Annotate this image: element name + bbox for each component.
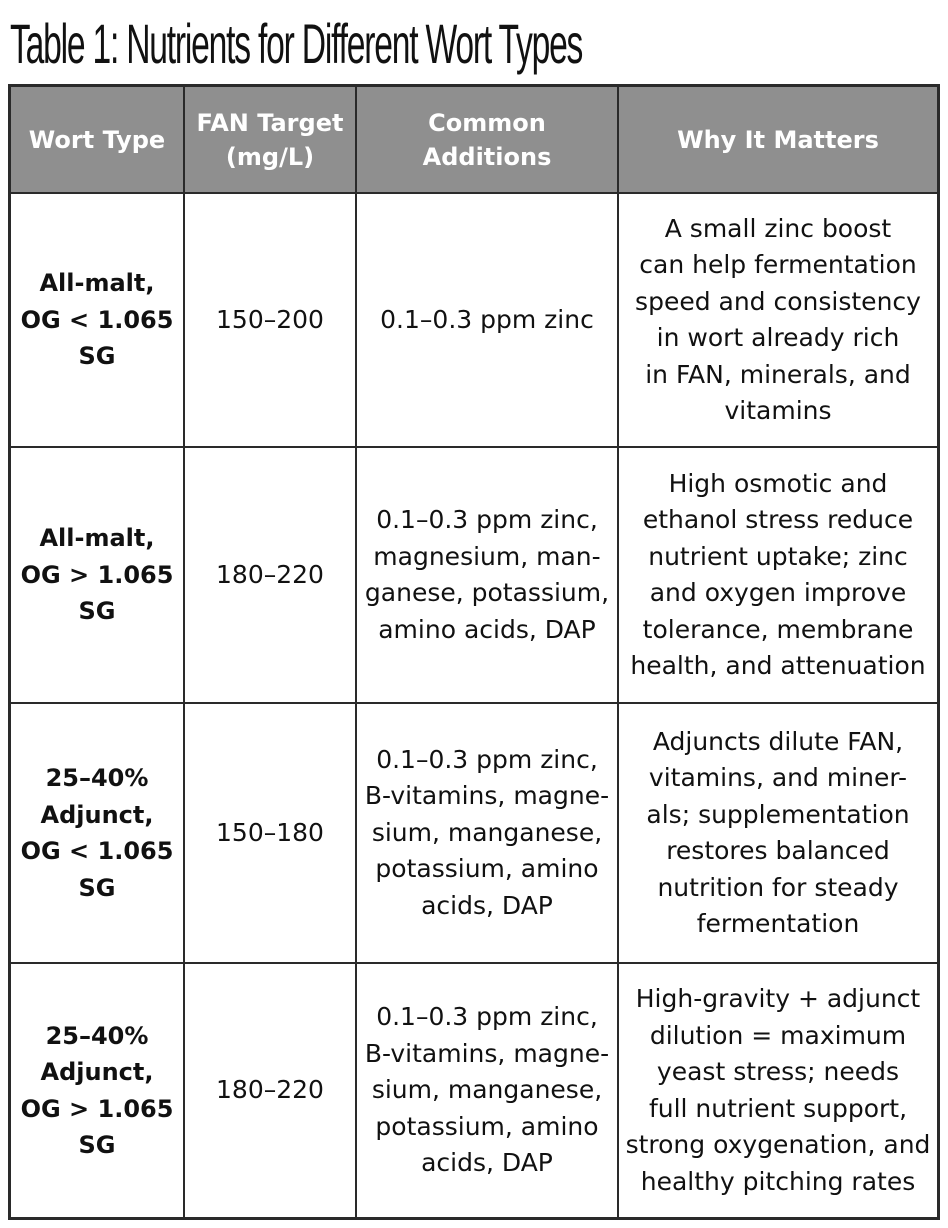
page-title: Table 1: Nutrients for Different Wort Types: [10, 12, 583, 75]
header-label: Common Additions: [422, 108, 552, 171]
cell-text: All-malt, OG > 1.065 SG: [20, 524, 174, 626]
row-4-wort-type: [11, 964, 183, 1217]
cell-text: 0.1–0.3 ppm zinc, B-vitamins, magne- sium, manganese, potassium, amino acids, DAP: [364, 1002, 610, 1178]
header-label: FAN Target (mg/L): [196, 108, 344, 171]
cell-text: High-gravity + adjunct dilution = maximum yeast stress; needs full nutrient support, strong oxygenation, and healthy pitching rates: [625, 984, 931, 1196]
nutrients-table: [8, 84, 940, 1220]
cell-text: 180–220: [216, 559, 324, 589]
row-2-why: [619, 448, 937, 702]
row-1-why: [619, 194, 937, 446]
cell-text: Adjuncts dilute FAN, vitamins, and miner- als; supplementation restores balanced nutrition for steady fermentation: [646, 726, 910, 938]
header-label: Why It Matters: [677, 125, 879, 154]
row-3-wort-type: [11, 704, 183, 962]
row-4-why: [619, 964, 937, 1217]
cell-text: 180–220: [216, 1075, 324, 1105]
header-label: Wort Type: [28, 125, 166, 154]
header-common-additions: [357, 87, 617, 192]
row-4-additions: [357, 964, 617, 1217]
cell-text: All-malt, OG < 1.065 SG: [20, 269, 174, 371]
row-1-wort-type: [11, 194, 183, 446]
cell-text: 25–40% Adjunct, OG > 1.065 SG: [20, 1021, 174, 1159]
row-3-fan-target: [185, 704, 355, 962]
cell-text: A small zinc boost can help fermentation speed and consistency in wort already rich in FAN, minerals, and vitamins: [635, 213, 921, 425]
row-1-additions: [357, 194, 617, 446]
row-2-fan-target: [185, 448, 355, 702]
cell-text: 0.1–0.3 ppm zinc: [380, 304, 594, 334]
cell-text: 150–200: [216, 304, 324, 334]
row-1-fan-target: [185, 194, 355, 446]
cell-text: High osmotic and ethanol stress reduce nutrient uptake; zinc and oxygen improve tolerance, membrane health, and attenuation: [630, 468, 926, 680]
cell-text: 25–40% Adjunct, OG < 1.065 SG: [20, 764, 174, 902]
row-2-additions: [357, 448, 617, 702]
row-4-fan-target: [185, 964, 355, 1217]
row-3-additions: [357, 704, 617, 962]
header-wort-type: [11, 87, 183, 192]
cell-text: 0.1–0.3 ppm zinc, magnesium, man- ganese, potassium, amino acids, DAP: [364, 505, 610, 644]
header-why-it-matters: [619, 87, 937, 192]
cell-text: 0.1–0.3 ppm zinc, B-vitamins, magne- sium, manganese, potassium, amino acids, DAP: [364, 744, 610, 920]
cell-text: 150–180: [216, 817, 324, 847]
header-fan-target: [185, 87, 355, 192]
row-2-wort-type: [11, 448, 183, 702]
row-3-why: [619, 704, 937, 962]
